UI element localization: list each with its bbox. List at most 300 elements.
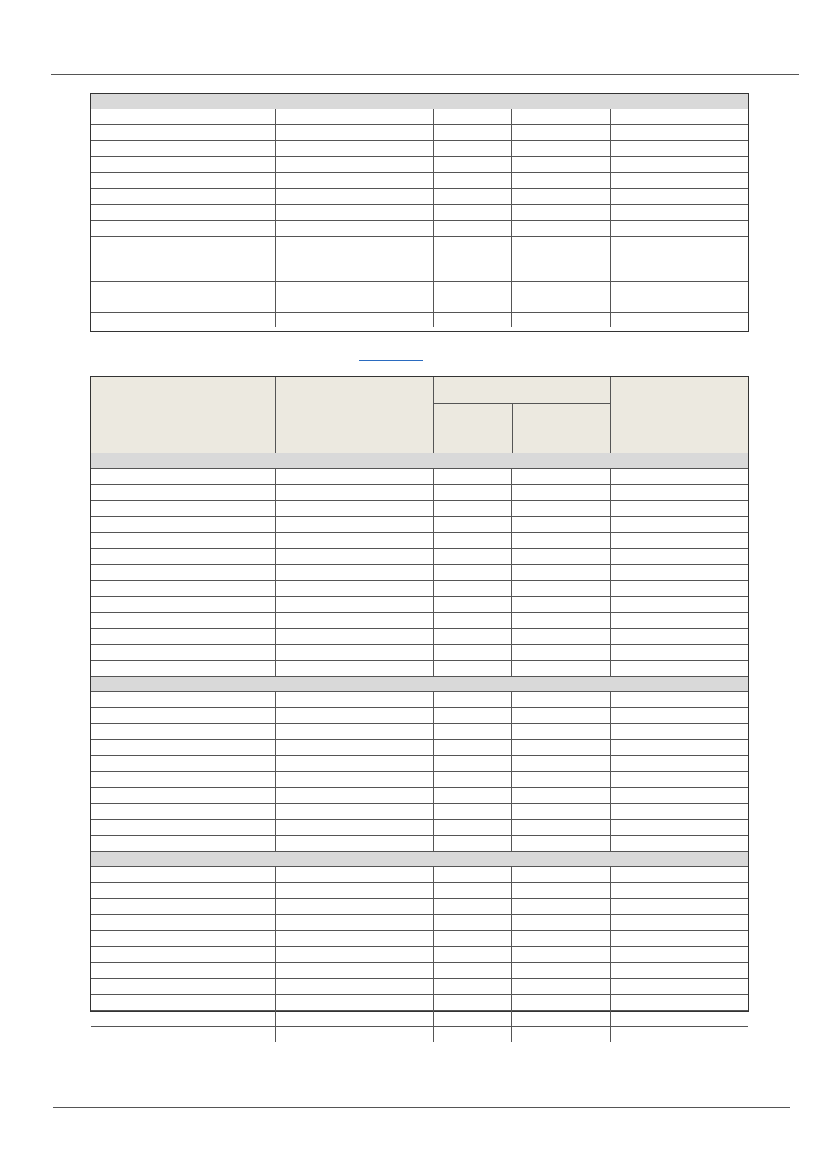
table-cell [433,947,511,962]
table-cell [275,282,433,312]
table-cell [511,661,610,676]
cell-text [91,189,275,191]
table-row [91,660,748,676]
cell-text [91,205,275,207]
subheader-label [513,404,610,406]
cell-text [91,125,275,127]
table-cell [511,756,610,771]
table-cell [433,109,511,124]
table-row [91,691,748,707]
cell-text [434,205,511,207]
table-row [91,819,748,835]
cell-text [611,282,748,284]
cell-text [512,282,610,284]
table-cell [91,692,275,707]
cell-text [434,109,511,111]
table-cell [610,533,748,548]
table-cell [511,645,610,660]
table-cell [91,708,275,723]
table-row [91,707,748,723]
table-cell [433,724,511,739]
table-cell [610,740,748,755]
table-row [91,771,748,787]
table-cell [275,1027,433,1042]
table-cell [275,485,433,500]
table-cell [610,581,748,596]
table-cell [275,1011,433,1026]
cell-text [276,237,433,239]
cell-text [434,125,511,127]
table-cell [91,947,275,962]
table-2-header-col-4 [610,377,748,453]
table-cell [275,915,433,930]
table-cell [433,820,511,835]
table-cell [91,740,275,755]
cell-text [512,173,610,175]
table-cell [275,867,433,882]
table-cell [610,979,748,994]
table-1-title-band [91,94,748,109]
table-cell [433,740,511,755]
table-cell [433,565,511,580]
table-cell [275,613,433,628]
table-cell [275,836,433,851]
table-cell [91,836,275,851]
table-cell [91,282,275,312]
table-row [91,866,748,882]
table-cell [610,883,748,898]
header-label [434,377,610,379]
table-cell [91,772,275,787]
cell-text [91,141,275,143]
table-cell [91,141,275,156]
table-2-subheader [434,403,610,453]
cell-text [276,221,433,223]
table-row [91,468,748,484]
table-cell [511,517,610,532]
table-cell [91,469,275,484]
table-cell [511,237,610,281]
table-cell [511,804,610,819]
header-label [91,377,275,379]
table-row [91,787,748,803]
table-row [91,914,748,930]
table-row [91,172,748,188]
table-cell [275,157,433,172]
table-cell [433,899,511,914]
table-cell [610,867,748,882]
table-cell [511,915,610,930]
table-cell [275,173,433,188]
table-cell [91,313,275,327]
table-cell [610,645,748,660]
table-2-header-col-1 [91,377,275,453]
table-row [91,723,748,739]
table-cell [610,282,748,312]
table-row [91,882,748,898]
cell-text [512,125,610,127]
table-cell [511,995,610,1010]
table-2-header-col-2 [275,377,433,453]
table-cell [511,141,610,156]
table-cell [433,469,511,484]
table-cell [610,995,748,1010]
table-cell [511,899,610,914]
table-cell [275,469,433,484]
table-cell [511,485,610,500]
cell-text [276,141,433,143]
section-band [91,851,748,866]
cell-text [434,173,511,175]
table-cell [91,533,275,548]
table-cell [610,501,748,516]
table-cell [91,189,275,204]
table-cell [511,533,610,548]
cell-text [91,221,275,223]
table-row [91,564,748,580]
table-cell [610,313,748,327]
table-cell [511,772,610,787]
table-cell [433,931,511,946]
table-cell [433,141,511,156]
table-row [91,188,748,204]
table-row [91,962,748,978]
table-cell [275,125,433,140]
cell-text [276,205,433,207]
table-cell [91,125,275,140]
table-cell [433,692,511,707]
table-cell [91,1011,275,1026]
table-row [91,484,748,500]
table-cell [610,517,748,532]
header-label [276,377,433,379]
table-cell [91,995,275,1010]
cell-text [434,237,511,239]
table-cell [610,899,748,914]
table-row [91,580,748,596]
cell-text [434,141,511,143]
cell-text [512,221,610,223]
table-cell [433,1027,511,1042]
cell-text [91,282,275,284]
table-cell [610,947,748,962]
table-cell [91,501,275,516]
table-cell [275,141,433,156]
table-cell [433,501,511,516]
cell-text [512,189,610,191]
cell-text [276,125,433,127]
table-cell [610,915,748,930]
section-title [91,453,748,455]
table-2-header [91,377,748,453]
table-cell [610,692,748,707]
table-cell [511,1011,610,1026]
table-cell [275,221,433,236]
table-cell [275,788,433,803]
table-cell [91,157,275,172]
cell-text [611,237,748,239]
table-cell [433,173,511,188]
table-cell [511,125,610,140]
table-cell [91,724,275,739]
table-cell [610,1027,748,1042]
table-cell [275,629,433,644]
table-cell [275,533,433,548]
table-cell [275,979,433,994]
table-cell [91,979,275,994]
table-cell [511,788,610,803]
table-cell [91,867,275,882]
table-2-body [91,453,748,1042]
cell-text [276,313,433,315]
cell-text [611,141,748,143]
table-cell [275,995,433,1010]
table-cell [91,963,275,978]
table-cell [610,820,748,835]
table-cell [91,205,275,220]
table-row [91,156,748,172]
reference-link[interactable] [359,360,423,361]
table-cell [91,931,275,946]
table-cell [433,485,511,500]
table-row [91,803,748,819]
section-band [91,676,748,691]
table-row [91,204,748,220]
cell-text [91,237,275,239]
table-cell [91,661,275,676]
table-row [91,140,748,156]
table-cell [275,597,433,612]
cell-text [276,189,433,191]
table-cell [275,549,433,564]
table-cell [91,645,275,660]
table-cell [91,915,275,930]
table-row [91,596,748,612]
table-row [91,739,748,755]
table-cell [610,173,748,188]
header-rule [51,74,799,75]
table-cell [433,597,511,612]
table-cell [511,469,610,484]
table-cell [511,189,610,204]
table-cell [610,613,748,628]
table-cell [91,517,275,532]
cell-text [611,109,748,111]
table-cell [91,597,275,612]
table-cell [275,820,433,835]
table-cell [91,756,275,771]
table-cell [275,581,433,596]
table-cell [275,724,433,739]
table-row [91,532,748,548]
table-cell [511,947,610,962]
table-row [91,1026,748,1042]
table-cell [433,613,511,628]
table-row [91,109,748,124]
table-1 [90,93,749,332]
table-cell [275,237,433,281]
table-cell [91,820,275,835]
cell-text [512,205,610,207]
table-row [91,994,748,1010]
table-cell [91,173,275,188]
table-cell [275,963,433,978]
table-cell [511,157,610,172]
table-cell [511,613,610,628]
table-cell [610,756,748,771]
table-cell [610,485,748,500]
table-cell [511,565,610,580]
table-cell [610,205,748,220]
table-cell [511,883,610,898]
table-cell [610,724,748,739]
table-row [91,281,748,312]
table-row [91,628,748,644]
section-title [91,852,748,854]
table-cell [511,820,610,835]
table-cell [433,645,511,660]
table-cell [433,189,511,204]
table-cell [275,661,433,676]
table-cell [91,565,275,580]
table-cell [433,867,511,882]
cell-text [611,205,748,207]
table-cell [610,597,748,612]
table-cell [433,629,511,644]
cell-text [91,313,275,315]
cell-text [434,313,511,315]
table-1-body [91,109,748,327]
table-cell [275,189,433,204]
table-row [91,946,748,962]
table-cell [433,517,511,532]
cell-text [91,173,275,175]
table-cell [433,836,511,851]
table-cell [91,109,275,124]
cell-text [512,313,610,315]
table-cell [275,692,433,707]
table-cell [91,788,275,803]
table-cell [610,141,748,156]
table-cell [433,788,511,803]
table-cell [511,740,610,755]
cell-text [276,109,433,111]
cell-text [611,189,748,191]
table-cell [433,1011,511,1026]
cell-text [512,109,610,111]
cell-text [512,237,610,239]
table-cell [91,221,275,236]
cell-text [276,157,433,159]
table-cell [610,963,748,978]
table-cell [610,125,748,140]
cell-text [91,157,275,159]
table-cell [275,501,433,516]
table-cell [511,931,610,946]
table-cell [275,313,433,327]
cell-text [611,313,748,315]
table-cell [275,756,433,771]
table-cell [91,613,275,628]
table-row [91,220,748,236]
table-2-header-col-3-group [433,377,610,453]
table-cell [275,947,433,962]
table-cell [275,708,433,723]
table-cell [91,485,275,500]
table-cell [511,724,610,739]
table-cell [610,237,748,281]
header-label [611,377,748,379]
table-cell [610,565,748,580]
table-cell [610,157,748,172]
table-cell [511,173,610,188]
table-cell [275,645,433,660]
table-cell [433,205,511,220]
table-cell [275,804,433,819]
table-cell [610,189,748,204]
table-cell [433,282,511,312]
table-cell [511,282,610,312]
cell-text [512,141,610,143]
table-cell [275,740,433,755]
table-cell [610,788,748,803]
table-cell [433,804,511,819]
table-cell [275,517,433,532]
table-cell [610,772,748,787]
table-cell [610,469,748,484]
table-cell [511,708,610,723]
table-cell [610,836,748,851]
table-cell [511,109,610,124]
table-row [91,835,748,851]
table-cell [275,931,433,946]
table-cell [433,661,511,676]
table-1-title [91,94,748,96]
table-row [91,312,748,327]
cell-text [611,157,748,159]
table-cell [91,581,275,596]
table-cell [275,772,433,787]
table-cell [511,597,610,612]
table-cell [433,549,511,564]
table-cell [433,772,511,787]
table-cell [433,979,511,994]
table-row [91,1010,748,1026]
subheader-label [434,404,512,406]
table-cell [610,931,748,946]
table-cell [433,221,511,236]
cell-text [434,157,511,159]
table-cell [511,836,610,851]
cell-text [276,173,433,175]
table-cell [610,629,748,644]
table-cell [511,501,610,516]
table-cell [511,581,610,596]
table-cell [511,963,610,978]
table-cell [433,915,511,930]
table-cell [275,109,433,124]
table-row [91,644,748,660]
table-cell [610,661,748,676]
table-cell [91,899,275,914]
table-cell [433,237,511,281]
table-cell [433,313,511,327]
table-cell [511,313,610,327]
cell-text [611,173,748,175]
table-2 [90,376,749,1012]
table-cell [91,549,275,564]
table-cell [91,1027,275,1042]
